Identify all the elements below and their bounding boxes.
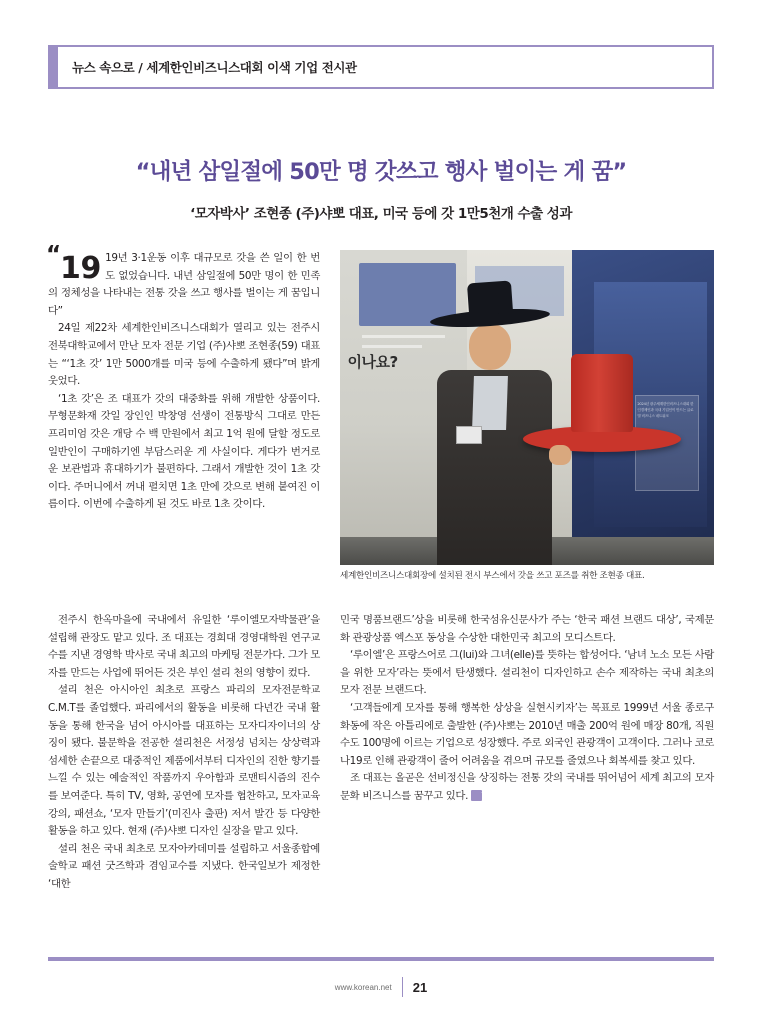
photo-person-shirt xyxy=(472,376,508,430)
photo-booth-text: 이나요? xyxy=(347,352,398,371)
paragraph: ‘1초 갓’은 조 대표가 갓의 대중화를 위해 개발한 상품이다. 무형문화재 갓일 장인인 박창영 선생이 전통방식 그대로 만든 프리미엄 갓은 개당 수 백 만원에서 최고 1억 원에 달할 정도로 일반인이 구매하기엔 부담스러운 게 사실이다. 게다가 번거로운 보관법과 휴대하기가 불편하다. 그래서 개발한 것이 1초 갓이다. 주머니에서 꺼내 펼치면 1초 만에 갓으로 변해 붙여진 이름이다. 이번에 수출하게 된 것도 바로 1초 갓이다. xyxy=(48,392,320,511)
photo-red-gat-crown xyxy=(571,354,633,432)
footer-url: www.korean.net xyxy=(334,982,392,992)
article-subhead: ‘모자박사’ 조현종 (주)샤뽀 대표, 미국 등에 갓 1만5천개 수출 성과 xyxy=(190,206,572,222)
paragraph: ‘고객들에게 모자를 통해 행복한 상상을 실현시키자’는 목표로 1999년 서울 종로구 화동에 작은 아틀리에로 출발한 (주)샤뽀는 2010년 매출 200억 원에 매장 80개, 직원 수도 100명에 이르는 기업으로 성장했다. 주로 외국인 관광객이 고객이다. 그러나 코로나19로 인해 관광객이 줄어 어려움을 겪으며 규모를 줄였으나 회복세를 찾고 있다. xyxy=(340,701,714,767)
body-column-left-top xyxy=(46,242,320,514)
header-accent-block xyxy=(50,47,58,87)
body-column-left-bottom xyxy=(48,612,320,894)
lead-paragraph xyxy=(46,242,320,320)
photo-person-head xyxy=(469,324,511,370)
page-number: 21 xyxy=(412,979,428,995)
section-header-bar xyxy=(48,45,714,89)
footer-separator xyxy=(402,977,403,997)
opening-quote-mark: “ xyxy=(46,242,61,268)
paragraph: 셜리 천은 아시아인 최초로 프랑스 파리의 모자전문학교 C.M.T를 졸업했다. 파리에서의 활동을 비롯해 다년간 국내 활동을 통해 한국을 넘어 아시아를 대표하는 모자디자이너의 상징이 됐다. 불문학을 전공한 셜리천은 서정성 넘치는 상상력과 섬세한 손끝으로 대중적인 제품에서부터 디자인의 진한 향기를 느낄 수 있는 예술적인 작품까지 우아함과 로맨티시즘의 진수를 보여준다. 특히 TV, 영화, 공연에 모자를 협찬하고, 모자교육 강의, 패션쇼, ‘모자 만들기’(미진사 출판) 저서 발간 등 다양한 활동을 하고 있다. 현재 (주)샤뽀 디자인 실장을 맡고 있다. xyxy=(48,684,320,838)
body-column-right xyxy=(340,612,714,806)
photo-side-placard-text: 2024년 광주세계한인비즈니스대회 한인경제인과 국내 기업인이 만드는 글로벌 비즈니스 네트워크 xyxy=(637,402,694,419)
photo-person-hand xyxy=(549,445,571,465)
paragraph: 19년 3·1운동 이후 대규모로 갓을 쓴 일이 한 번도 없었습니다. 내년 삼일절에 50만 명이 한 민족의 정체성을 나타내는 전통 갓을 쓰고 행사를 벌이는 게 꿈입니다” xyxy=(48,252,320,317)
end-mark-icon: ? xyxy=(471,790,482,801)
photo-banner-textline xyxy=(362,345,422,348)
photo-name-badge xyxy=(456,426,482,444)
paragraph: 민국 명품브랜드’상을 비롯해 한국섬유신문사가 주는 ‘한국 패션 브랜드 대상’, 국제문화 관광상품 엑스포 동상을 수상한 대한민국 최고의 모디스트다. xyxy=(340,614,714,644)
photo-banner-textline xyxy=(362,335,444,338)
paragraph: ‘루이엘’은 프랑스어로 그(lui)와 그녀(elle)를 뜻하는 합성어다. ‘남녀 노소 모든 사람을 위한 모자’라는 뜻에서 탄생했다. 셜리천이 디자인하고 손수 제작하는 국내 최초의 모자 전문 브랜드다. xyxy=(340,649,714,697)
photo-black-gat-crown xyxy=(467,280,513,315)
paragraph: 전주시 한옥마을에 국내에서 유일한 ‘루이엘모자박물관’을 설립해 관장도 맡고 있다. 조 대표는 경희대 경영대학원 연구교수를 지낸 경영학 박사로 국내 최고의 마케팅 전문가다. 그가 모자를 만드는 사업에 뛰어든 것은 부인 셜리 천의 영향이 컸다. xyxy=(48,614,320,679)
paragraph: 24일 제22차 세계한인비즈니스대회가 열리고 있는 전주시 전북대학교에서 만난 모자 전문 기업 (주)샤뽀 조현종(59) 대표는 “‘1초 갓’ 1만 5000개를 미국 등에 수출하게 됐다”며 밝게 웃었다. xyxy=(48,322,320,388)
paragraph-text: 조 대표는 올곧은 선비정신을 상징하는 전통 갓의 국내를 뛰어넘어 세계 최고의 모자문화 비즈니스를 꿈꾸고 있다. xyxy=(340,772,714,802)
paragraph-final xyxy=(340,770,714,805)
header-kicker: 뉴스 속으로 / 세계한인비즈니스대회 이색 기업 전시관 xyxy=(72,60,357,75)
page-footer xyxy=(48,977,714,997)
page-title: “내년 삼일절에 50만 명 갓쓰고 행사 벌이는 게 꿈” xyxy=(135,159,627,185)
drop-cap: 19 xyxy=(60,251,102,286)
footer-divider xyxy=(48,957,714,961)
photo-caption: 세계한인비즈니스대회장에 설치된 전시 부스에서 갓을 쓰고 포즈를 취한 조현종 대표. xyxy=(340,571,645,581)
article-photo xyxy=(340,250,714,565)
paragraph: 셜리 천은 국내 최초로 모자아카데미를 설립하고 서울종합예술학교 패션 굿즈학과 겸임교수를 지냈다. 한국일보가 제정한 ‘대한 xyxy=(48,842,320,890)
photo-canvas xyxy=(340,250,714,565)
